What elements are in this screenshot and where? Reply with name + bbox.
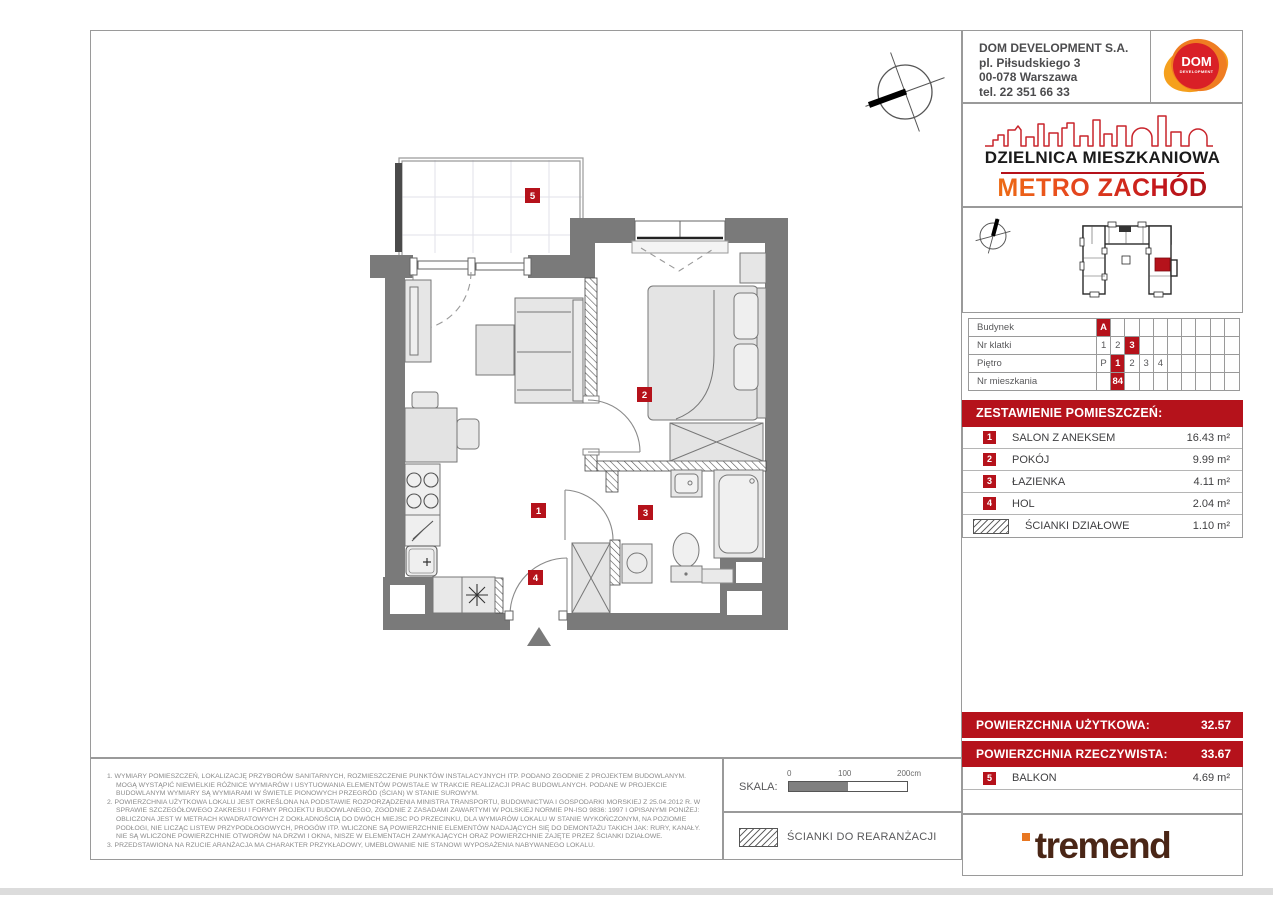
svg-text:2: 2: [641, 390, 648, 401]
hood-symbol: [466, 584, 488, 606]
list-item: 3 ŁAZIENKA 4.11 m²: [963, 471, 1242, 493]
building-site-plan: [1078, 218, 1188, 304]
note-2: 2. POWIERZCHNIA UŻYTKOWA LOKALU JEST OKREŚLONA NA PODSTAWIE ROZPORZĄDZENIA MINISTRA TRANSPORTU, BUDOWNICTWA I GOSPODARKI MORSKIEJ Z 25.04.2012 R. W SPRAWIE SZCZEGÓŁOWEGO ZAKRESU I FORMY PROJEKTU BUDOWLANEGO, ZGODNIE Z ZASADAMI ZAWARTYMI W POLSKIEJ NORMIE PN-ISO 9836: 1997 I OPISANYMI PONIŻEJ: OBLICZONA JEST W METRACH KWADRATOWYCH Z DOKŁADNOŚCIĄ DO DWÓCH MIEJSC PO PRZECINKU, DLA WYMIARÓW LOKALU W STANIE WYKOŃCZONYM, NA POZIOMIE PODŁOGI, NIE LICZĄC LISTEW PRZYPODŁOGOWYCH, PROGÓW ITP. WLICZONE SĄ POWIERZCHNIE ELEMENTÓW NADAJĄCYCH SIĘ DO DEMONTAŻU TAKICH JAK: RURY, KANAŁY. NIE SĄ WLICZONE POWIERZCHNIE OTWORÓW NA DRZWI I OKNA, NISZE W ELEMENTACH ZAMYKAJĄCYCH ORAZ POWIERZCHNIE ZAJĘTE PRZEZ ŚCIANKI DZIAŁOWE.: [107, 798, 701, 841]
tremend-logo-square-icon: [1022, 833, 1030, 841]
list-item: 4 HOL 2.04 m²: [963, 493, 1242, 515]
compass-icon: [855, 45, 965, 140]
svg-text:3: 3: [642, 508, 649, 519]
company-address1: pl. Piłsudskiego 3: [979, 55, 1081, 70]
room-list: [962, 427, 1243, 538]
skyline-icon: [983, 112, 1223, 148]
partition-hatch-swatch: [973, 519, 1009, 534]
branding-box: [962, 103, 1243, 207]
svg-text:5: 5: [529, 191, 536, 202]
scale-tick-0: 0: [787, 769, 792, 778]
room-number-badge: 3: [983, 475, 996, 488]
scale-tick-200: 200cm: [897, 769, 922, 778]
table-row: Budynek A: [969, 319, 1239, 337]
list-item: 5 BALKON 4.69 m²: [963, 767, 1242, 790]
room-list-header: ZESTAWIENIE POMIESZCZEŃ:: [962, 400, 1243, 427]
table-row: Nr mieszkania 84: [969, 373, 1239, 391]
note-1: 1. WYMIARY POMIESZCZEŃ, LOKALIZACJĘ PRZYBORÓW SANITARNYCH, ROZMIESZCZENIE PUNKTÓW INSTALACYJNYCH ITP. PODANO ZGODNIE Z PROJEKTEM BUDOWLANYM. MOGĄ WYSTĄPIĆ NIEWIELKIE RÓŻNICE WYMIARÓW I USYTUOWANIA ELEMENTÓW POWSTAŁE W TRAKCIE REALIZACJI PRAC BUDOWLANYCH. PODANE W PROJEKCIE BUDOWLANYM WYMIARY SĄ WYMIARAMI W ŚWIETLE PIONOWYCH PRZEGRÓD (ŚCIAN) W STANIE SUROWYM.: [107, 773, 687, 798]
entrance-arrow: [527, 627, 551, 646]
balcony-railing: [399, 158, 583, 255]
scale-label: SKALA:: [739, 781, 778, 793]
district-title: DZIELNICA MIESZKANIOWA: [984, 148, 1221, 167]
marker-salon: [531, 503, 546, 518]
rearrangement-hatch-swatch: [739, 828, 778, 847]
bedroom-furniture: [648, 253, 766, 461]
tremend-logo: tremend: [1035, 827, 1170, 864]
note-3: 3. PRZEDSTAWIONA NA RZUCIE ARANŻACJA MA CHARAKTER PRZYKŁADOWY, UMEBLOWANIE NIE STANOWI WYPOSAŻENIA NABYWANEGO LOKALU.: [107, 841, 595, 849]
room-number-badge: 2: [983, 453, 996, 466]
company-logo-cell: [1150, 30, 1243, 103]
room-number-badge: 5: [983, 772, 996, 785]
scale-tick-100: 100: [838, 769, 852, 778]
room-number-badge: 4: [983, 497, 996, 510]
marker-bathroom: [638, 505, 653, 520]
divider: [1001, 172, 1204, 174]
svg-text:1: 1: [535, 506, 542, 517]
marker-balcony: [525, 188, 540, 203]
svg-text:4: 4: [532, 573, 539, 584]
usable-area-value: 32.57: [1200, 718, 1231, 732]
scale-bar: [788, 781, 908, 792]
rearrangement-label: ŚCIANKI DO REARANŻACJI: [787, 831, 937, 843]
notes-box: [90, 758, 723, 860]
dom-development-logo-icon: DOM DEVELOPMENT: [1159, 35, 1235, 99]
marker-hall: [528, 570, 543, 585]
location-map-box: [962, 207, 1243, 313]
floor-plan: [360, 140, 800, 660]
rearrangement-legend-box: [723, 812, 962, 860]
company-address2: 00-078 Warszawa: [979, 70, 1078, 84]
balcony: [395, 158, 583, 255]
real-area-bar: POWIERZCHNIA RZECZYWISTA: 33.67: [962, 741, 1243, 767]
salon-furniture: [405, 280, 583, 462]
room-number-badge: 1: [983, 431, 996, 444]
list-item: 1 SALON Z ANEKSEM 16.43 m²: [963, 427, 1242, 449]
bedroom-window: [632, 221, 728, 271]
mini-compass-icon: [971, 214, 1015, 258]
table-row: Nr klatki 1 2 3: [969, 337, 1239, 355]
company-name: DOM DEVELOPMENT S.A.: [979, 41, 1129, 55]
unit-location-highlight: [1155, 258, 1170, 271]
project-title: METRO ZACHÓD: [963, 174, 1242, 203]
list-item: 2 POKÓJ 9.99 m²: [963, 449, 1242, 471]
tremend-logo-box: [962, 814, 1243, 876]
page-edge: [0, 888, 1273, 895]
hall-closet: [572, 543, 610, 613]
list-item: ŚCIANKI DZIAŁOWE 1.10 m²: [963, 515, 1242, 537]
entrance-jambs: [505, 611, 567, 620]
table-row: Piętro P 1 2 3 4: [969, 355, 1239, 373]
usable-area-bar: POWIERZCHNIA UŻYTKOWA: 32.57: [962, 712, 1243, 738]
scale-box: [723, 758, 962, 812]
balcony-divider: [395, 163, 402, 252]
marker-bedroom: [637, 387, 652, 402]
unit-table: [968, 318, 1240, 391]
company-phone: tel. 22 351 66 33: [979, 84, 1070, 99]
balcony-list-box: [962, 767, 1243, 814]
real-area-value: 33.67: [1200, 747, 1231, 761]
